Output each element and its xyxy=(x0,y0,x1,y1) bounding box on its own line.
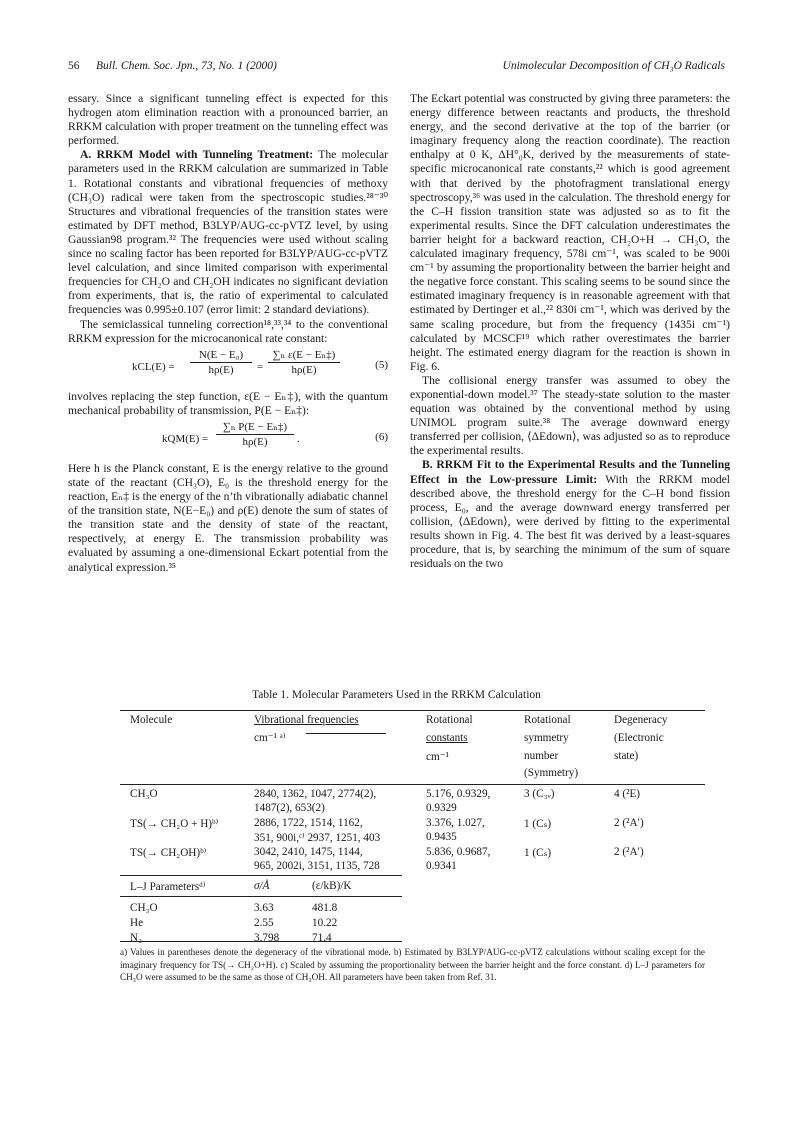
cell-rot: 0.9341 xyxy=(426,860,457,872)
journal-citation: Bull. Chem. Soc. Jpn., 73, No. 1 (2000) xyxy=(96,60,277,72)
paragraph: essary. Since a significant tunneling effect is expected for this hydrogen atom elimination reaction with a pronounced barrier, an RRKM calculation with proper treatment on the tunneling effect was performed. xyxy=(68,92,388,148)
cell-molecule: TS(→ CH₂OH)ᵇ⁾ xyxy=(130,847,207,859)
paragraph xyxy=(410,458,730,571)
lj-cell-sigma: 2.55 xyxy=(254,917,274,929)
cell-symmetry: 1 (Cₛ) xyxy=(524,818,552,830)
cell-rot: 3.376, 1.027, xyxy=(426,817,485,829)
running-title: Unimolecular Decomposition of CH₃O Radicals xyxy=(502,60,725,72)
cell-vib: 1487(2), 653(2) xyxy=(254,802,325,814)
paragraph-text: The molecular parameters used in the RRKM calculation are summarized in Table 1. Rotational constants and vibrational frequencies of methoxy (CH₃O) radical were taken from the spectroscopic studies.²⁸⁻³⁰ Structures and vibrational frequencies of the transition states were estimated by DFT method, B3LYP/AUG-cc-pVTZ level, by using Gaussian98 program.³² The frequencies were used without scaling since no scaling factor has been reported for B3LYP/AUG-cc-pVTZ level calculation, and since limited comparison with experimental frequencies for CH₂O and CH₂OH indicates no significant deviation from experiments, that is, the ratio of experimental to calculated frequencies was 0.995±0.107 (error limit: 2 standard deviations). xyxy=(68,148,388,317)
paragraph: The collisional energy transfer was assumed to obey the exponential-down model.³⁷ The steady-state solution to the master equation was obtained by the conventional method by using UNIMOL program suite.³⁸ The average downward energy transferred per collision, ⟨ΔEdown⟩, was adjusted so as to reproduce the experimental results. xyxy=(410,373,730,458)
lj-cell-molecule: N₂ xyxy=(130,932,142,944)
equation-fraction xyxy=(268,348,340,377)
paragraph xyxy=(68,148,388,317)
lj-table xyxy=(120,880,705,944)
paragraph: The semiclassical tunneling correction¹⁸,³³,³⁴ to the conventional RRKM expression for the microcanonical rate constant: xyxy=(68,317,388,345)
lj-rule-top xyxy=(120,875,402,876)
section-heading-b: B. RRKM Fit to the Experimental Results and the Tunneling Effect in the Low-pressure Limit: xyxy=(410,458,730,486)
header-vib-unit: cm⁻¹ ᵃ⁾ xyxy=(254,732,286,744)
header-symmetry-3: number xyxy=(524,750,559,762)
equation-5 xyxy=(68,348,388,386)
cell-vib: 2886, 1722, 1514, 1162, xyxy=(254,817,363,829)
fraction-denominator: hρ(E) xyxy=(291,363,317,376)
equation-lhs: kCL(E) = xyxy=(132,360,175,373)
header-symmetry-2: symmetry xyxy=(524,732,569,744)
cell-molecule: TS(→ CH₂O + H)ᵇ⁾ xyxy=(130,818,219,830)
cell-rot: 0.9329 xyxy=(426,802,457,814)
header-rotational: Rotational xyxy=(426,714,473,726)
cell-vib: 2840, 1362, 1047, 2774(2), xyxy=(254,788,377,800)
equation-fraction xyxy=(190,348,252,377)
header-degeneracy-3: state) xyxy=(614,750,639,762)
header-degeneracy-2: (Electronic xyxy=(614,732,664,744)
cell-symmetry: 3 (C₃ᵥ) xyxy=(524,788,555,800)
header-rot-unit: cm⁻¹ xyxy=(426,751,449,763)
equation-fraction xyxy=(216,420,294,449)
cell-rot: 0.9435 xyxy=(426,831,457,843)
lj-cell-epsilon: 71.4 xyxy=(312,932,332,944)
table-caption: Table 1. Molecular Parameters Used in the RRKM Calculation xyxy=(252,689,541,701)
cell-molecule: CH₃O xyxy=(130,788,158,800)
paragraph: Here h is the Planck constant, E is the energy relative to the ground state of the reactant (CH₃O), E₀ is the threshold energy for the reaction, Eₙ‡ is the energy of the n’th vibrationally adiabatic channel of the transition state, N(E−E₀) and ρ(E) denote the sum of states of the transition state and the density of state of the reactant, respectively, at energy E. The transmission probability was evaluated by assuming a one-dimensional Eckart potential from the analytical expression.³⁵ xyxy=(68,461,388,574)
header-symmetry-1: Rotational xyxy=(524,714,571,726)
fraction-numerator: ∑ₙ ε(E − Eₙ‡) xyxy=(268,348,340,363)
cell-symmetry: 1 (Cₛ) xyxy=(524,847,552,859)
equation-6 xyxy=(68,420,388,458)
lj-cell-sigma: 3.798 xyxy=(254,932,280,944)
fraction-numerator: ∑ₙ P(E − Eₙ‡) xyxy=(216,420,294,435)
lj-rule-header xyxy=(120,896,402,897)
cell-vib: 965, 2002i, 3151, 1135, 728 xyxy=(254,860,380,872)
cell-degeneracy: 2 (²A′) xyxy=(614,846,644,858)
lj-cell-epsilon: 10.22 xyxy=(312,917,338,929)
page-number: 56 xyxy=(68,60,80,72)
cell-degeneracy: 2 (²A′) xyxy=(614,817,644,829)
cell-vib: 351, 900i,ᶜ⁾ 2937, 1251, 403 xyxy=(254,832,381,844)
lj-cell-sigma: 3.63 xyxy=(254,902,274,914)
header-molecule: Molecule xyxy=(130,714,173,726)
cell-rot: 5.836, 0.9687, xyxy=(426,846,491,858)
equation-number: (6) xyxy=(375,430,388,443)
header-degeneracy-1: Degeneracy xyxy=(614,714,668,726)
paragraph-text: With the RRKM model described above, the threshold energy for the C–H bond fission process, E₀, and the average downward energy transferred per collision, ⟨ΔEdown⟩, were derived by fitting to the experimental results shown in Fig. 4. The best fit was derived by a least-squares procedure, that is, by searching the minimum of the sum of square residuals on the two xyxy=(410,472,730,571)
equation-period: . xyxy=(297,432,300,445)
left-column xyxy=(68,92,388,575)
cell-vib: 3042, 2410, 1475, 1144, xyxy=(254,846,363,858)
table-body xyxy=(120,788,705,878)
section-heading-a: A. RRKM Model with Tunneling Treatment: xyxy=(80,148,314,162)
fraction-denominator: hρ(E) xyxy=(208,363,234,376)
lj-cell-epsilon: 481.8 xyxy=(312,902,338,914)
paragraph: The Eckart potential was constructed by giving three parameters: the energy difference between reactants and products, the threshold energy, and the second derivative at the top of the barrier (or imaginary frequency along the reaction coordinate). The reaction enthalpy at 0 K, ΔH°₀K, derived by the measurements of state-specific microcanonical rate constants,²² which is good agreement with that derived by the photofragment translational energy spectroscopy,³⁶ was used in the calculation. The threshold energy for the C–H fission transition state was adjusted so as to fit the experimental results. Since the DFT calculation underestimates the barrier height for a backward reaction, CH₂O+H → CH₃O, the calculated imaginary frequency, 578i cm⁻¹, was scaled to be 900i cm⁻¹ by assuming the proportionality between the barrier height and the negative force constant. This scaling seems to be sound since the estimated imaginary frequency is in reasonable agreement with that estimated by Dertinger et al.,²² 830i cm⁻¹, which was derived by the same scaling procedure, but from the frequency (1435i cm⁻¹) calculated by MCSCF¹⁹ which rather overestimates the barrier height. The estimated energy diagram for the reaction is shown in Fig. 6. xyxy=(410,92,730,373)
lj-rule-bottom xyxy=(120,941,402,942)
fraction-denominator: hρ(E) xyxy=(242,435,268,448)
page-header xyxy=(68,60,725,76)
lj-header-sigma: σ/Å xyxy=(254,880,270,892)
cell-rot: 5.176, 0.9329, xyxy=(426,788,491,800)
lj-header-epsilon: (ε/kB)/K xyxy=(312,880,352,892)
rule-under-constants xyxy=(306,733,386,734)
equation-lhs: kQM(E) = xyxy=(162,432,209,445)
equation-number: (5) xyxy=(375,358,388,371)
table-rule-top xyxy=(120,710,705,711)
lj-cell-molecule: He xyxy=(130,917,144,929)
lj-header-label: L–J Parametersᵈ⁾ xyxy=(130,881,206,893)
right-column xyxy=(410,92,730,571)
table-footnotes: a) Values in parentheses denote the degeneracy of the vibrational mode. b) Estimated by B3LYP/AUG-cc-pVTZ calculations without scaling except for the imaginary frequency for TS(→ CH₂O+H). c) Scaled by assuming the proportionality between the barrier height and the force constant. d) L–J parameters for CH₃O were assumed to be the same as those of CH₃OH. All parameters have been taken from Ref. 31. xyxy=(120,947,705,983)
equals-sign: = xyxy=(257,360,264,373)
paragraph: involves replacing the step function, ε(E − Eₙ‡), with the quantum mechanical probability of transmission, P(E − Eₙ‡): xyxy=(68,389,388,417)
fraction-numerator: N(E − E₀) xyxy=(190,348,252,363)
lj-cell-molecule: CH₃O xyxy=(130,902,158,914)
header-vibrational: Vibrational frequencies xyxy=(254,714,359,726)
header-symmetry-4: (Symmetry) xyxy=(524,767,579,779)
header-constants: constants xyxy=(426,732,468,744)
cell-degeneracy: 4 (²E) xyxy=(614,788,641,800)
table-rule-header xyxy=(120,784,705,785)
